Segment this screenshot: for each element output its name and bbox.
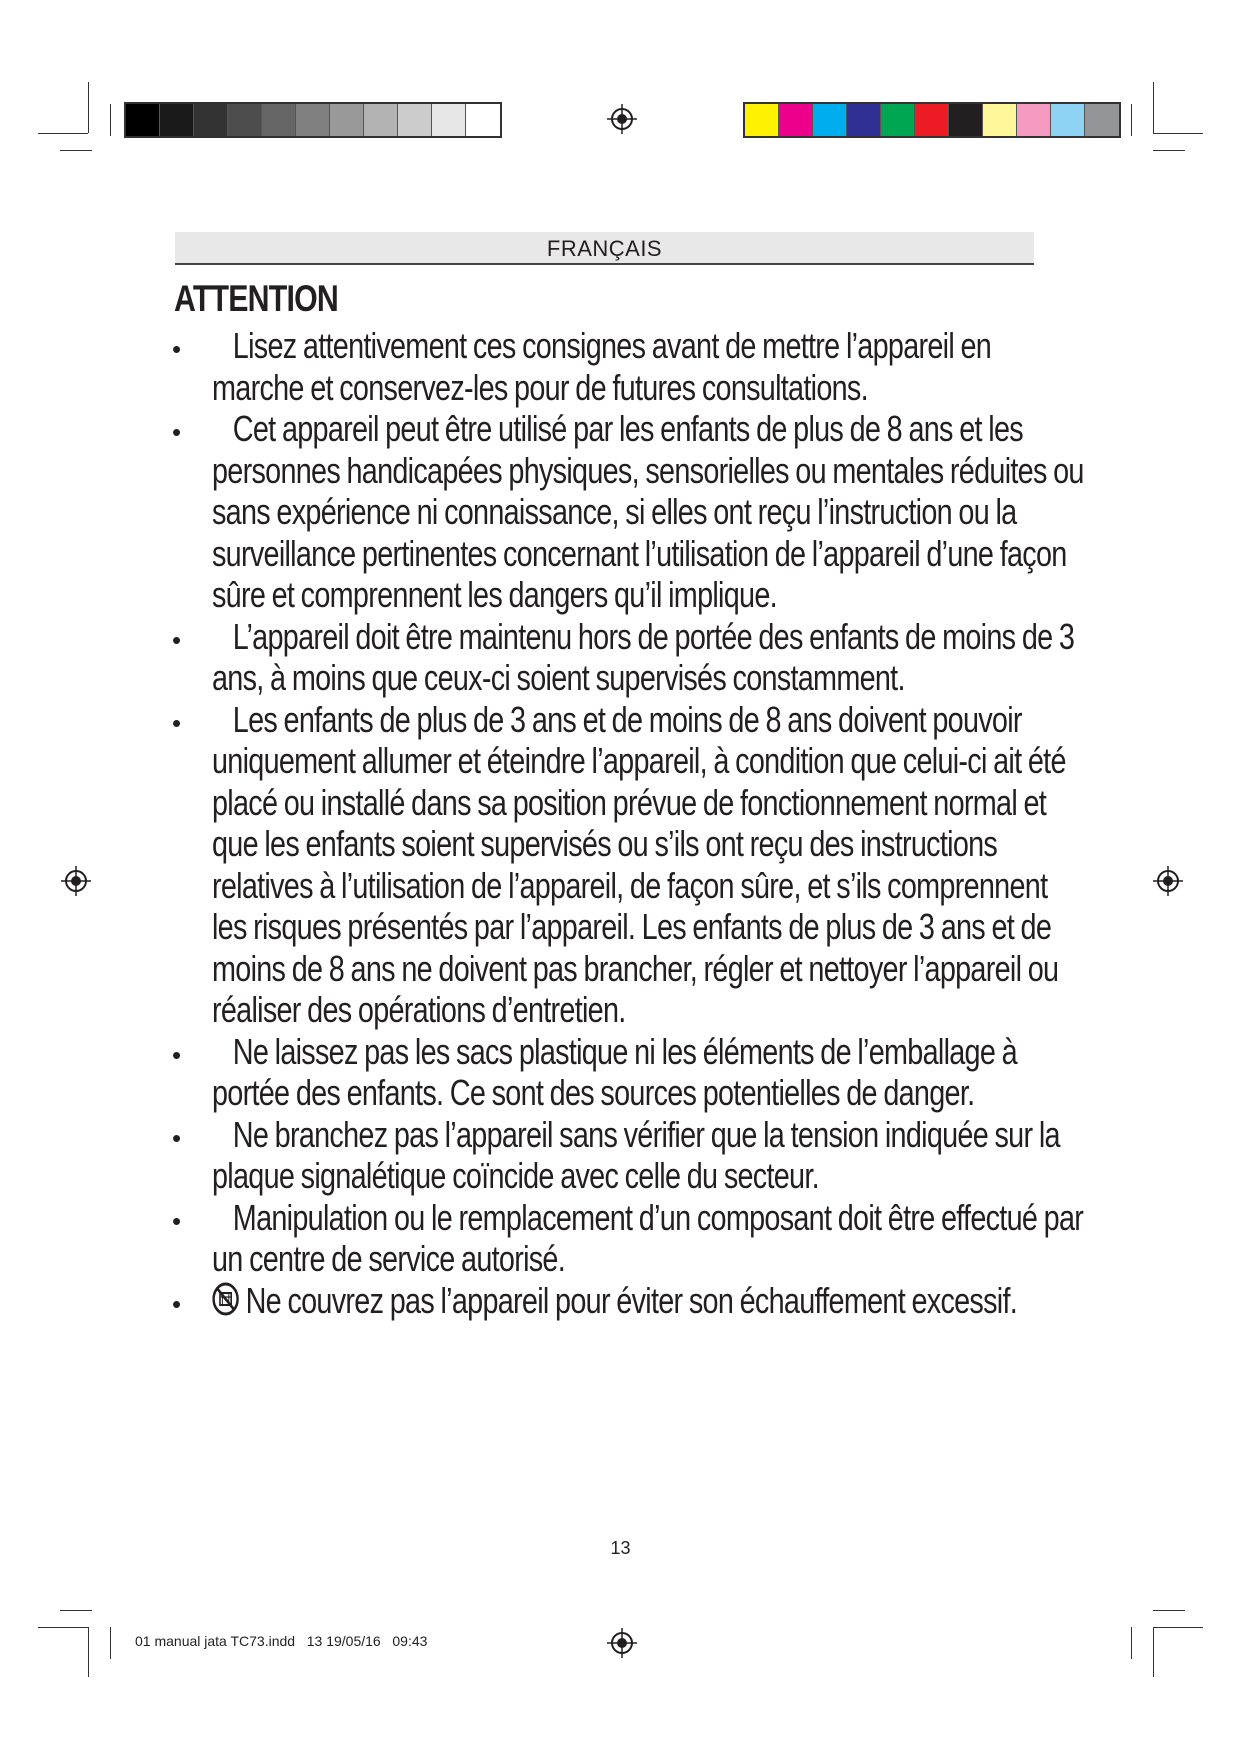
crop-mark [1131, 104, 1132, 136]
bullet-icon: • [172, 334, 182, 364]
bullet-icon: • [172, 1039, 182, 1070]
gray-swatch [398, 104, 432, 136]
section-title: ATTENTION [174, 278, 338, 319]
registration-mark-icon [61, 866, 91, 896]
gray-swatch [126, 104, 160, 136]
list-item-text: L’appareil doit être maintenu hors de portée des enfants de moins de 3 ans, à moins que ceux-ci soient supervisés constamment. [212, 615, 1075, 698]
registration-mark-icon [607, 104, 637, 134]
gray-swatch [262, 104, 296, 136]
crop-mark [60, 1610, 92, 1611]
bullet-icon: • [172, 1288, 182, 1319]
list-item-text: Ne laissez pas les sacs plastique ni les éléments de l’emballage à portée des enfants. Ce sont des sources potentielles de danger. [212, 1030, 1017, 1113]
color-swatch [1051, 104, 1085, 136]
page-number: 13 [610, 1538, 631, 1558]
do-not-cover-icon [212, 1282, 239, 1316]
crop-mark [38, 133, 88, 134]
list-item [172, 408, 1232, 616]
list-item-text: Manipulation ou le remplacement d’un composant doit être effectué par un centre de service autorisé. [212, 1196, 1084, 1279]
list-item-text: Cet appareil peut être utilisé par les enfants de plus de 8 ans et les personnes handicapées physiques, sensorielles ou mentales réduites ou sans expérience ni connaissance, si elles ont reçu l’instruction ou la surveillance pertinentes concernant l’utilisation de l’appareil d’une façon sûre et comprennent les dangers qu’il implique. [212, 408, 1084, 615]
gray-swatch [432, 104, 466, 136]
crop-mark [1153, 150, 1185, 151]
crop-mark [110, 1627, 111, 1659]
color-swatch [847, 104, 881, 136]
color-swatch [745, 104, 779, 136]
grayscale-color-bar [124, 102, 502, 138]
list-item [172, 325, 1232, 408]
gray-swatch [364, 104, 398, 136]
gray-swatch [160, 104, 194, 136]
gray-swatch [330, 104, 364, 136]
bullet-icon: • [172, 1205, 182, 1236]
color-swatch [915, 104, 949, 136]
list-item [172, 699, 1232, 1031]
color-swatch [779, 104, 813, 136]
crop-mark [88, 82, 89, 133]
language-header: FRANÇAIS [175, 232, 1034, 265]
process-color-bar [743, 102, 1121, 138]
list-item-text: Ne couvrez pas l’appareil pour éviter son échauffement excessif. [245, 1279, 1018, 1321]
safety-instructions-list [172, 325, 1232, 1321]
crop-mark [60, 150, 92, 151]
color-swatch [983, 104, 1017, 136]
registration-mark-icon [607, 1628, 637, 1658]
bullet-icon: • [172, 624, 182, 655]
list-item [172, 1197, 1232, 1280]
crop-mark [110, 104, 111, 136]
crop-mark [1153, 133, 1203, 134]
color-swatch [813, 104, 847, 136]
list-item [172, 1114, 1232, 1197]
list-item-text: Les enfants de plus de 3 ans et de moins de 8 ans doivent pouvoir uniquement allumer et éteindre l’appareil, à condition que celui-ci ait été placé ou installé dans sa position prévue de fonctionnement normal et que les enfants soient supervisés ou s’ils ont reçu des instructions relatives à l’utilisation de l’appareil, de façon sûre, et s’ils comprennent les risques présentés par l’appareil. Les enfants de plus de 3 ans et de moins de 8 ans ne doivent pas brancher, régler et nettoyer l’appareil ou réaliser des opérations d’entretien. [212, 698, 1066, 1030]
list-item-text: Lisez attentivement ces consignes avant de mettre l’appareil en marche et conservez-les pour de futures consultations. [212, 325, 992, 408]
crop-mark [1153, 82, 1154, 133]
crop-mark [1153, 1610, 1185, 1611]
bullet-icon: • [172, 417, 182, 447]
gray-swatch [466, 104, 500, 136]
list-item [172, 1280, 1232, 1322]
crop-mark [38, 1627, 88, 1628]
gray-swatch [296, 104, 330, 136]
gray-swatch [228, 104, 262, 136]
bullet-icon: • [172, 707, 182, 738]
crop-mark [1153, 1627, 1154, 1677]
gray-swatch [194, 104, 228, 136]
color-swatch [1017, 104, 1051, 136]
list-item-text: Ne branchez pas l’appareil sans vérifier que la tension indiquée sur la plaque signalétique coïncide avec celle du secteur. [212, 1113, 1060, 1196]
color-swatch [1085, 104, 1119, 136]
list-item [172, 616, 1232, 699]
list-item [172, 1031, 1232, 1114]
color-swatch [949, 104, 983, 136]
crop-mark [1131, 1627, 1132, 1659]
color-swatch [881, 104, 915, 136]
print-file-info: 01 manual jata TC73.indd 13 19/05/16 09:43 [135, 1633, 428, 1649]
crop-mark [1153, 1627, 1203, 1628]
crop-mark [88, 1627, 89, 1677]
bullet-icon: • [172, 1122, 182, 1153]
